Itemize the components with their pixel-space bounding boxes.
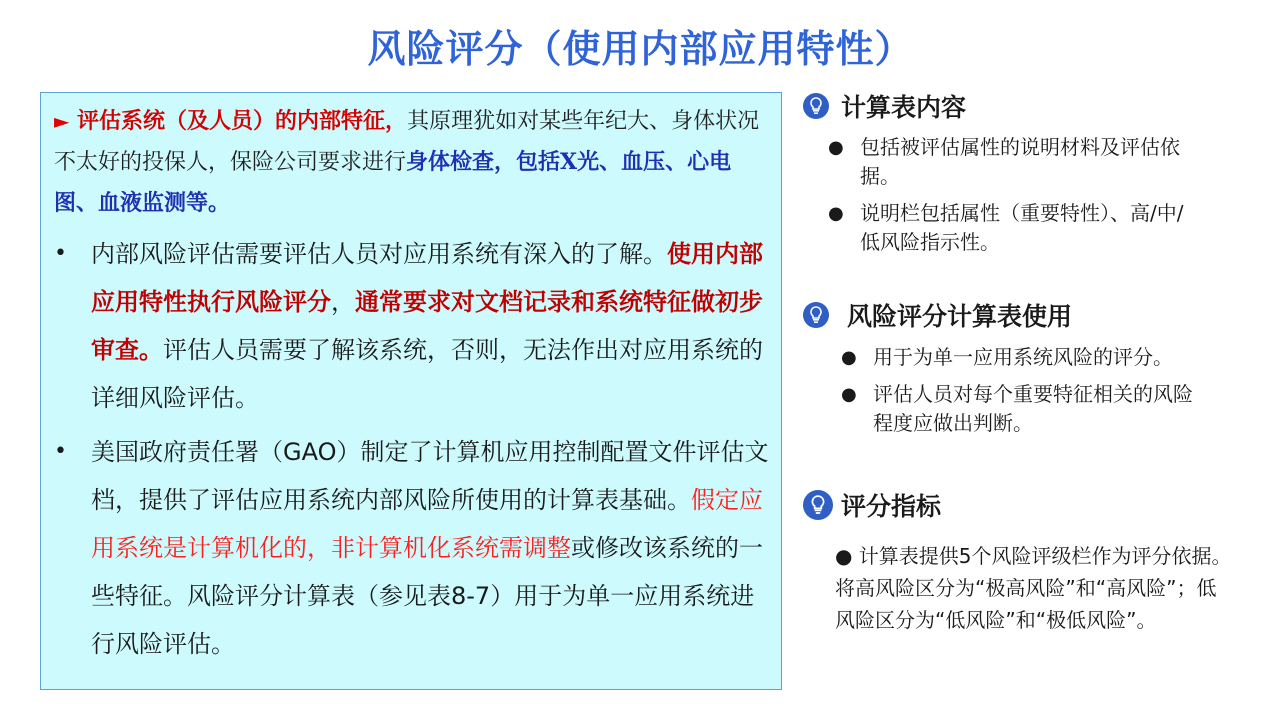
list-item [841,343,1201,372]
bullet-dot-icon: • [54,439,67,464]
lightbulb-icon [803,93,829,119]
intro-blue-text: 身体检查，包括X光、血压、心电图、血液监测等。 [54,149,732,216]
bullet-dot-icon: ● [841,347,857,368]
section-heading-worksheet-content [803,89,966,123]
bullet-text: ， [331,288,355,316]
list-item-text: 包括被评估属性的说明材料及评估依据。 [860,135,1180,188]
page-title: 风险评分（使用内部应用特性） [367,27,914,71]
lightbulb-icon [803,490,833,520]
intro-red-text: 评估系统（及人员）的内部特征， [69,108,408,134]
section-heading-text: 评分指标 [841,492,942,521]
main-bullet-item [54,230,771,422]
bullet-dot-icon: ● [841,384,857,405]
list-item [828,133,1188,191]
list-item-text: 用于为单一应用系统风险的评分。 [873,345,1173,369]
bullet-dot-icon: • [54,241,67,266]
list-item-text: 评估人员对每个重要特征相关的风险程度应做出判断。 [873,382,1193,435]
worksheet-content-list [828,133,1188,265]
main-bullet-item [54,428,771,668]
section-heading-text: 计算表内容 [841,93,967,122]
worksheet-usage-list [841,343,1201,446]
bullet-emphasis: 使用内部应用特性执行风险评分 [91,240,763,316]
main-content-box [40,92,782,690]
intro-paragraph [54,101,771,224]
bullet-text: 评估人员需要了解该系统，否则，无法作出对应用系统的详细风险评估。 [91,336,763,412]
list-item-text: 说明栏包括属性（重要特性）、高/中/低风险指示性。 [860,201,1184,254]
list-item [828,199,1188,257]
bullet-dot-icon: ● [828,203,844,224]
arrow-icon: ► [54,109,70,133]
main-bullet-list [54,230,771,668]
lightbulb-icon [803,302,829,328]
bullet-text: 或修改该系统的一些特征。风险评分计算表（参见表8-7）用于为单一应用系统进行风险评估。 [91,534,763,658]
section-heading-scoring-index [803,488,941,522]
bullet-text: 内部风险评估需要评估人员对应用系统有深入的了解。 [91,240,667,268]
bullet-dot-icon: ● [828,137,844,158]
scoring-index-text: ● 计算表提供5个风险评级栏作为评分依据。将高风险区分为“极高风险”和“高风险”；低风险区分为“低风险”和“极低风险”。 [835,544,1232,632]
section-heading-worksheet-usage [803,298,1072,332]
intro-text: 其原理犹如对某些年纪大、身体状况不太好的投保人，保险公司要求进行 [54,109,760,175]
bullet-text: 美国政府责任署（GAO）制定了计算机应用控制配置文件评估文档，提供了评估应用系统内部风险所使用的计算表基础。 [91,438,769,514]
list-item [841,380,1201,438]
section-heading-text: 风险评分计算表使用 [847,302,1073,331]
bullet-highlight: 假定应用系统是计算机化的，非计算机化系统需调整 [91,486,763,562]
bullet-emphasis: 通常要求对文档记录和系统特征做初步审查。 [91,288,763,364]
